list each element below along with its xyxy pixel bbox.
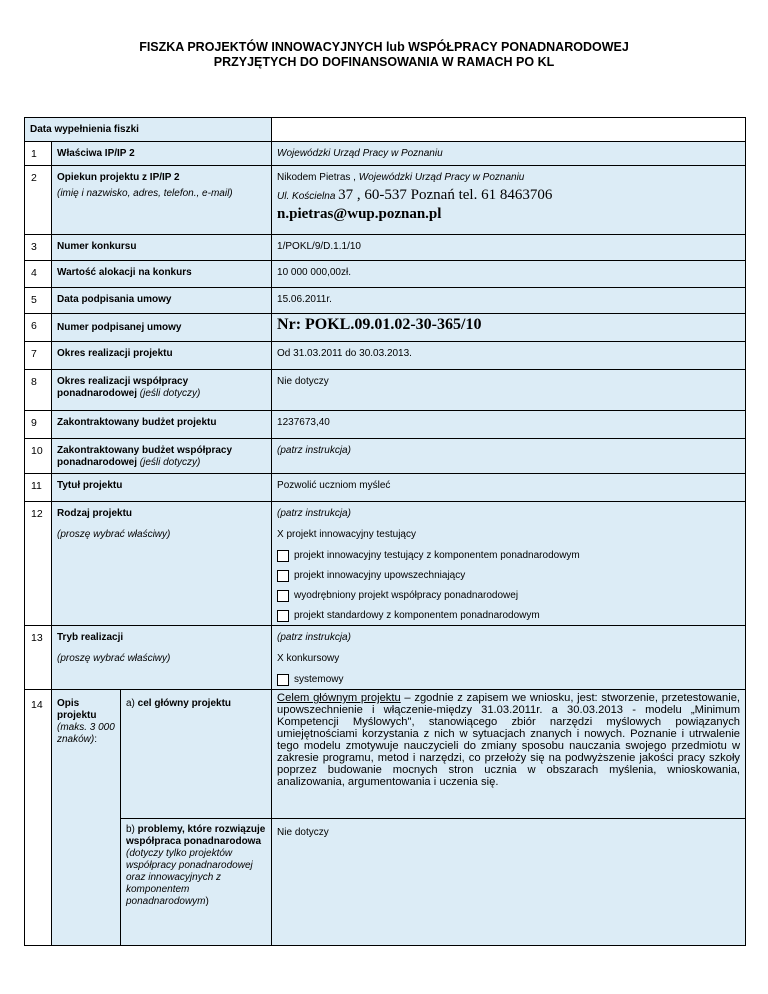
row-10	[25, 439, 746, 474]
document-title	[0, 40, 768, 70]
title-line-2: PRZYJĘTYCH DO DOFINANSOWANIA W RAMACH PO KL	[213, 55, 555, 69]
field-label: Zakontraktowany budżet projektu	[52, 411, 272, 439]
row-number: 13	[25, 626, 52, 690]
contact-email: n.pietras@wup.poznan.pl	[277, 206, 442, 222]
field-label: Rodzaj projektu (proszę wybrać właściwy)	[52, 502, 272, 626]
field-sublabel: (proszę wybrać właściwy)	[57, 653, 171, 664]
field-sublabel: (proszę wybrać właściwy)	[57, 529, 171, 540]
date-label-cell	[25, 118, 272, 142]
row-number: 12	[25, 502, 52, 626]
row-number: 5	[25, 288, 52, 314]
contact-name: Nikodem Pietras ,	[277, 172, 359, 183]
checkbox-icon[interactable]	[277, 610, 289, 622]
row-number: 2	[25, 166, 52, 235]
title-line-1: FISZKA PROJEKTÓW INNOWACYJNYCH lub WSPÓŁPRACY PONADNARODOWEJ	[139, 40, 629, 54]
field-label: Data podpisania umowy	[52, 288, 272, 314]
field-value: (patrz instrukcja) X projekt innowacyjny testujący projekt innowacyjny testujący z komponentem ponadnarodowym projekt innowacyjny upowszechniający wyodrębniony projekt współpracy ponadnarodowej projekt standardowy z komponentem ponadnarodowym	[272, 502, 746, 626]
checkbox-icon[interactable]	[277, 570, 289, 582]
field-value: Nie dotyczy	[272, 370, 746, 411]
contact-institution: Wojewódzki Urząd Pracy w Poznaniu	[358, 172, 525, 183]
field-label: Numer podpisanej umowy	[52, 314, 272, 342]
date-value-cell[interactable]	[272, 118, 746, 142]
selected-option: X projekt innowacyjny testujący	[277, 529, 416, 540]
checkbox-icon[interactable]	[277, 590, 289, 602]
field-value: (patrz instrukcja)	[272, 439, 746, 474]
field-label: Okres realizacji współpracy ponadnarodowej (jeśli dotyczy)	[52, 370, 272, 411]
option-row[interactable]: systemowy	[277, 674, 740, 686]
row-2	[25, 166, 746, 235]
field-value: Nr: POKL.09.01.02-30-365/10	[272, 314, 746, 342]
field-value: 10 000 000,00zł.	[272, 261, 746, 288]
field-value: (patrz instrukcja) X konkursowy systemowy	[272, 626, 746, 690]
row-1	[25, 142, 746, 166]
row-12	[25, 502, 746, 626]
checkbox-icon[interactable]	[277, 550, 289, 562]
subfield-a-value: Celem głównym projektu – zgodnie z zapisem we wniosku, jest: stworzenie, przetestowanie, upowszechnienie i włączenie-między 31.03.2011r. a 30.03.2013 - modelu „Minimum Kompetencji Myślowych", stanowiącego zbiór narzędzi myślowych powiązanych umiejętnościami korzystania z nich w sytuacjach znanych i nowych. Poznanie i utrwalenie tego modelu zmotywuje nauczycieli do zmiany sposobu nauczania swojego przedmiotu w zakresie programu, metod i narzędzi, co przełoży się na podwyższenie jakości pracy szkoły poprzez budowanie mocnych stron ucznia w obszarach myślenia, wnioskowania, analizowania, argumentowania i uczenia się.	[272, 690, 746, 819]
row-date	[25, 118, 746, 142]
row-number: 6	[25, 314, 52, 342]
project-sheet	[24, 117, 746, 946]
row-number: 14	[25, 690, 52, 946]
option-row[interactable]: projekt standardowy z komponentem ponadnarodowym	[277, 610, 740, 622]
option-row[interactable]: projekt innowacyjny testujący z komponentem ponadnarodowym	[277, 550, 740, 562]
option-row[interactable]: projekt innowacyjny upowszechniający	[277, 570, 740, 582]
row-8	[25, 370, 746, 411]
field-value: 15.06.2011r.	[272, 288, 746, 314]
field-sublabel: (imię i nazwisko, adres, telefon., e-mail)	[57, 188, 233, 199]
row-9	[25, 411, 746, 439]
field-value: Od 31.03.2011 do 30.03.2013.	[272, 342, 746, 370]
address-phone: 37 , 60-537 Poznań tel. 61 8463706	[338, 187, 553, 203]
row-number: 1	[25, 142, 52, 166]
field-value	[272, 166, 746, 235]
field-label: Tytuł projektu	[52, 474, 272, 502]
subfield-b-label: b) problemy, które rozwiązuje współpraca ponadnarodowa (dotyczy tylko projektów współpracy ponadnarodowej oraz innowacyjnych z komponentem ponadnarodowym)	[121, 819, 272, 946]
description-label: Opis projektu	[57, 698, 97, 721]
field-value: Wojewódzki Urząd Pracy w Poznaniu	[272, 142, 746, 166]
option-row[interactable]: wyodrębniony projekt współpracy ponadnarodowej	[277, 590, 740, 602]
date-label: Data wypełnienia fiszki	[30, 124, 139, 135]
row-number: 8	[25, 370, 52, 411]
checkbox-icon[interactable]	[277, 674, 289, 686]
field-label: Właściwa IP/IP 2	[52, 142, 272, 166]
field-label: Numer konkursu	[52, 235, 272, 261]
row-3	[25, 235, 746, 261]
field-label: Okres realizacji projektu	[52, 342, 272, 370]
row-11	[25, 474, 746, 502]
row-6	[25, 314, 746, 342]
field-label: Tryb realizacji (proszę wybrać właściwy)	[52, 626, 272, 690]
subfield-b-value: Nie dotyczy	[272, 819, 746, 946]
row-5	[25, 288, 746, 314]
row-number: 10	[25, 439, 52, 474]
row-13	[25, 626, 746, 690]
project-table	[24, 117, 746, 946]
description-label-cell: Opis projektu (maks. 3 000 znaków):	[52, 690, 121, 946]
row-14b	[25, 819, 746, 946]
row-14a	[25, 690, 746, 819]
row-number: 3	[25, 235, 52, 261]
address-street: Ul. Kościelna	[277, 191, 339, 202]
field-value: 1237673,40	[272, 411, 746, 439]
row-4	[25, 261, 746, 288]
field-value: 1/POKL/9/D.1.1/10	[272, 235, 746, 261]
row-number: 9	[25, 411, 52, 439]
row-number: 4	[25, 261, 52, 288]
subfield-a-label: a) cel główny projektu	[121, 690, 272, 819]
row-7	[25, 342, 746, 370]
row-number: 11	[25, 474, 52, 502]
field-value: Pozwolić uczniom myśleć	[272, 474, 746, 502]
field-label: Wartość alokacji na konkurs	[52, 261, 272, 288]
row-number: 7	[25, 342, 52, 370]
selected-option: X konkursowy	[277, 653, 340, 664]
field-label: Opiekun projektu z IP/IP 2 (imię i nazwisko, adres, telefon., e-mail)	[52, 166, 272, 235]
field-label: Zakontraktowany budżet współpracy ponadnarodowej (jeśli dotyczy)	[52, 439, 272, 474]
